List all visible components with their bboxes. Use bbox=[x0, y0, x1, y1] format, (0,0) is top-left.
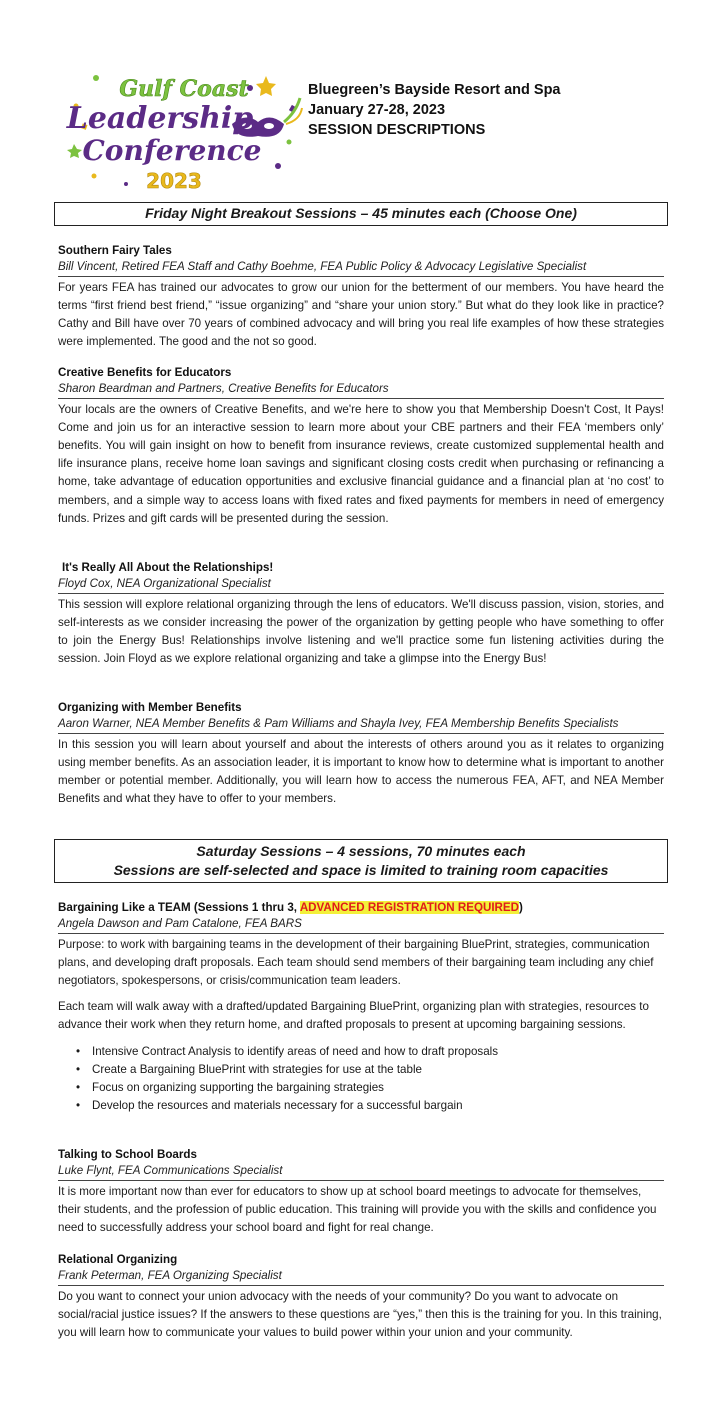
session-speaker: Bill Vincent, Retired FEA Staff and Cathy Boehme, FEA Public Policy & Advocacy Legislative Specialist bbox=[58, 259, 664, 277]
session-title: Organizing with Member Benefits bbox=[58, 701, 242, 714]
session-description: In this session you will learn about yourself and about the interests of others around you as it relates to organizing using member benefits. As an association leader, it is important to know how to determine what is important to another member or potential member. Additionally, you will learn how to access the numerous FEA, AFT, and NEA Member Benefits and what they have to offer to your members. bbox=[58, 737, 664, 806]
venue-name: Bluegreen’s Bayside Resort and Spa bbox=[308, 82, 561, 98]
session-creative-benefits bbox=[58, 365, 664, 528]
session-speaker: Aaron Warner, NEA Member Benefits & Pam Williams and Shayla Ivey, FEA Membership Benefits Specialists bbox=[58, 716, 664, 734]
friday-banner-text: Friday Night Breakout Sessions – 45 minutes each (Choose One) bbox=[145, 205, 577, 221]
session-title: Talking to School Boards bbox=[58, 1148, 197, 1161]
session-speaker: Frank Peterman, FEA Organizing Specialist bbox=[58, 1268, 664, 1286]
document-subtitle: SESSION DESCRIPTIONS bbox=[308, 122, 486, 138]
list-item: • Intensive Contract Analysis to identify areas of need and how to draft proposals bbox=[76, 1043, 664, 1061]
session-title-prefix: Bargaining Like a TEAM (Sessions 1 thru 3, bbox=[58, 901, 300, 914]
bargaining-purpose: Purpose: to work with bargaining teams in the development of their bargaining BluePrint, strategies, communication plans, and developing draft proposals. Each team should send members of their bargaining team including any chief negotiators, spokespersons, or crisis/communication team leaders. bbox=[58, 937, 654, 987]
logo-year: 2023 bbox=[146, 169, 202, 193]
session-title-suffix: ) bbox=[519, 901, 523, 914]
session-title: Southern Fairy Tales bbox=[58, 244, 172, 257]
session-description bbox=[58, 936, 664, 1035]
bargaining-outcome: Each team will walk away with a drafted/updated Bargaining BluePrint, organizing plan with strategies, resources to advance their work when they return home, and drafted proposals to present at upcoming bargaining sessions. bbox=[58, 1000, 649, 1032]
session-bargaining bbox=[58, 900, 664, 1115]
session-description: It is more important now than ever for educators to show up at school board meetings to advocate for themselves, their students, and the profession of public education. This training will provide you with the skills and confidence you need to successfully address your school board and fight for real change. bbox=[58, 1184, 657, 1234]
saturday-banner-line2: Sessions are self-selected and space is limited to training room capacities bbox=[113, 862, 609, 878]
session-description: Your locals are the owners of Creative Benefits, and we're here to show you that Membership Doesn't Cost, It Pays! Come and join us for an interactive session to learn more about your CBE partners and their FEA ‘members only’ benefits. You will gain insight on how to benefit from insurance reviews, create customized supplemental health and life insurance plans, receive home loan savings and significant closing costs credit when purchasing or refinancing a home, take advantage of education opportunities and exclusive financial guidance and a financial plan at ‘no cost’ to members, and a simple way to access loans with fixed rates and fixed payments for members in need of emergency funds. Prizes and gift cards will be presented during the session. bbox=[58, 402, 664, 525]
session-title: It's Really All About the Relationships! bbox=[62, 561, 274, 574]
event-dates: January 27-28, 2023 bbox=[308, 102, 446, 118]
session-description: For years FEA has trained our advocates to grow our union for the betterment of our members. You have heard the terms “first friend best friend,” “issue organizing” and “share your union story.” But what do they look like in practice? Cathy and Bill have over 70 years of combined advocacy and will bring you real life examples of how these strategies were implemented. The good and the not so good. bbox=[58, 280, 664, 349]
list-item: • Focus on organizing supporting the bargaining strategies bbox=[76, 1079, 664, 1097]
session-speaker: Angela Dawson and Pam Catalone, FEA BARS bbox=[58, 916, 664, 934]
saturday-banner bbox=[54, 839, 668, 883]
bargaining-bullet-list bbox=[58, 1043, 664, 1115]
saturday-banner-line1: Saturday Sessions – 4 sessions, 70 minutes each bbox=[196, 843, 526, 859]
session-member-benefits bbox=[58, 700, 664, 808]
event-header bbox=[308, 80, 561, 140]
session-description: Do you want to connect your union advocacy with the needs of your community? Do you want to advocate on social/racial justice issues? If the answers to these questions are “yes,” then this is the training for you. In this training, you will learn how to communicate your values to build power within your union and your community. bbox=[58, 1289, 662, 1339]
logo-line2: Leadership bbox=[66, 101, 254, 136]
session-school-boards bbox=[58, 1147, 664, 1237]
conference-logo bbox=[64, 66, 304, 196]
logo-line3: Conference bbox=[82, 134, 262, 167]
session-title: Relational Organizing bbox=[58, 1253, 178, 1266]
session-description: This session will explore relational organizing through the lens of educators. We'll discuss passion, vision, stories, and self-interests as we consider increasing the power of the organization by getting people who have something to offer to join the Energy Bus! Relationships involve listening and we'll practice some fun listening activities during the session. Join Floyd as we explore relational organizing and take a glimpse into the Energy Bus! bbox=[58, 597, 664, 666]
logo-line1: Gulf Coast bbox=[119, 76, 249, 102]
session-relational-organizing bbox=[58, 1252, 664, 1342]
friday-banner bbox=[54, 202, 668, 226]
session-relationships bbox=[58, 560, 664, 668]
session-title: Creative Benefits for Educators bbox=[58, 366, 232, 379]
session-speaker: Luke Flynt, FEA Communications Specialist bbox=[58, 1163, 664, 1181]
session-title bbox=[58, 900, 664, 916]
session-speaker: Sharon Beardman and Partners, Creative Benefits for Educators bbox=[58, 381, 664, 399]
registration-required-highlight: ADVANCED REGISTRATION REQUIRED bbox=[299, 901, 520, 914]
session-southern-fairy-tales bbox=[58, 243, 664, 351]
list-item: • Create a Bargaining BluePrint with strategies for use at the table bbox=[76, 1061, 664, 1079]
list-item: • Develop the resources and materials necessary for a successful bargain bbox=[76, 1097, 664, 1115]
session-speaker: Floyd Cox, NEA Organizational Specialist bbox=[58, 576, 664, 594]
